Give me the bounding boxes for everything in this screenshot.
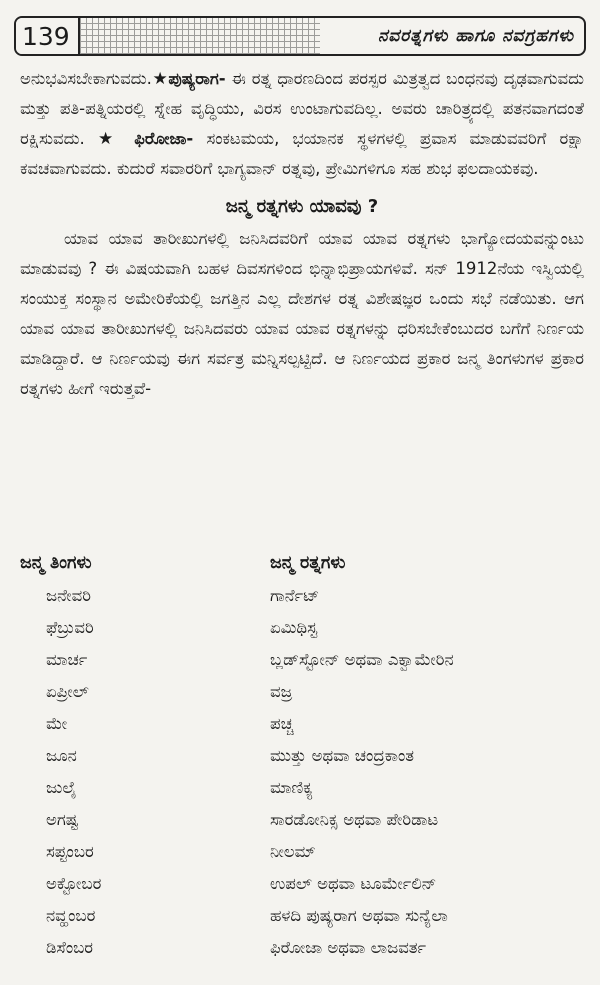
- month-cell: ಜುಲೈ: [46, 778, 77, 797]
- table-row: [20, 772, 584, 804]
- header-decorative-grid: [80, 18, 320, 54]
- pushyaraga-term: ಪುಷ್ಯರಾಗ-: [168, 69, 226, 88]
- month-cell: ಮಾರ್ಚ: [46, 650, 88, 669]
- phiroja-term: ಫಿರೋಜಾ-: [134, 129, 194, 148]
- month-cell: ಸಪ್ಟಂಬರ: [46, 842, 94, 861]
- table-row: [20, 676, 584, 708]
- stone-cell: ನೀಲಮ್: [270, 842, 316, 861]
- table-row: [20, 900, 584, 932]
- star-icon: ★: [151, 69, 169, 89]
- body-text: [20, 64, 584, 404]
- table-row: [20, 612, 584, 644]
- month-cell: ಡಿಸೆಂಬರ: [46, 938, 94, 957]
- table-row: [20, 868, 584, 900]
- table-row: [20, 708, 584, 740]
- month-cell: ಜೂನ: [46, 746, 77, 765]
- stone-cell: ಉಪಲ್ ಅಥವಾ ಟೂರ್ಮೇಲಿನ್: [270, 874, 437, 893]
- table-row: [20, 804, 584, 836]
- stone-cell: ಫಿರೋಜಾ ಅಥವಾ ಲಾಜವರ್ತ: [270, 938, 427, 957]
- page-header: [14, 16, 586, 56]
- stone-cell: ಬ್ಲಡ್‌ಸ್ಟೋನ್ ಅಥವಾ ಎಕ್ವಾಮೇರಿನ: [270, 650, 454, 669]
- month-cell: ಏಪ್ರೀಲ್: [46, 682, 89, 701]
- month-cell: ಮೇ: [46, 714, 68, 733]
- intro-lead: ಅನುಭವಿಸಬೇಕಾಗುವದು.: [20, 69, 152, 88]
- column-header-stone: ಜನ್ಮ ರತ್ನಗಳು: [270, 553, 346, 573]
- pushyaraga-text: ಈ ರತ್ನ ಧಾರಣದಿಂದ ಪರಸ್ಪರ ಮಿತ್ರತ್ವದ ಬಂಧನವು ದೃಢವಾಗುವದು ಮತ್ತು ಪತಿ-ಪತ್ನಿಯರಲ್ಲಿ ಸ್ನೇಹ ವೃದ್ಧಿಯು, ವಿರಸ ಉಂಟಾಗುವದಿಲ್ಲ. ಅವರು ಚಾರಿತ್ರ್ಯದಲ್ಲಿ ಪತನವಾಗದಂತೆ ರಕ್ಷಿಸುವದು.: [20, 69, 584, 148]
- month-cell: ಫೆಬ್ರುವರಿ: [46, 618, 94, 637]
- phiroja-text: ಸಂಕಟಮಯ, ಭಯಾನಕ ಸ್ಥಳಗಳಲ್ಲಿ ಪ್ರವಾಸ ಮಾಡುವವರಿಗೆ ರಕ್ಷಾ ಕವಚವಾಗುವದು. ಕುದುರೆ ಸವಾರರಿಗೆ ಭಾಗ್ಯವಾನ್ ರತ್ನವು, ಪ್ರೇಮಿಗಳಿಗೂ ಸಹ ಶುಭ ಫಲದಾಯಕವು.: [20, 129, 584, 178]
- stone-cell: ಏಮಿಥಿಸ್ಟ: [270, 618, 318, 637]
- table-row: [20, 932, 584, 964]
- stone-cell: ಮುತ್ತು ಅಥವಾ ಚಂದ್ರಕಾಂತ: [270, 746, 415, 765]
- table-row: [20, 836, 584, 868]
- stone-cell: ಮಾಣಿಕ್ಯ: [270, 778, 313, 797]
- stone-cell: ವಜ್ರ: [270, 682, 293, 701]
- stone-cell: ಪಚ್ಚ: [270, 714, 294, 733]
- column-header-month: ಜನ್ಮ ತಿಂಗಳು: [20, 553, 92, 573]
- table-row: [20, 580, 584, 612]
- table-row: [20, 644, 584, 676]
- intro-paragraph: [20, 64, 584, 184]
- stone-cell: ಗಾರ್ನೆಟ್: [270, 586, 320, 605]
- table-row: [20, 740, 584, 772]
- month-cell: ಅಕ್ಟೋಬರ: [46, 874, 102, 893]
- section-paragraph: ಯಾವ ಯಾವ ತಾರೀಖುಗಳಲ್ಲಿ ಜನಿಸಿದವರಿಗೆ ಯಾವ ಯಾವ ರತ್ನಗಳು ಭಾಗ್ಯೋದಯವನ್ನುಂಟು ಮಾಡುವವು ? ಈ ವಿಷಯವಾಗಿ ಬಹಳ ದಿವಸಗಳಿಂದ ಭಿನ್ನಾಭಿಪ್ರಾಯಗಳಿವೆ. ಸನ್ 1912ನೆಯ ಇಸ್ವಿಯಲ್ಲಿ ಸಂಯುಕ್ತ ಸಂಸ್ಥಾನ ಅಮೇರಿಕೆಯಲ್ಲಿ ಜಗತ್ತಿನ ಎಲ್ಲ ದೇಶಗಳ ರತ್ನ ವಿಶೇಷಜ್ಞರ ಒಂದು ಸಭೆ ನಡೆಯಿತು. ಆಗ ಯಾವ ಯಾವ ತಾರೀಖುಗಳಲ್ಲಿ ಜನಿಸಿದವರು ಯಾವ ಯಾವ ರತ್ನಗಳನ್ನು ಧರಿಸಬೇಕೆಂಬುದರ ಬಗೆಗೆ ನಿರ್ಣಯ ಮಾಡಿದ್ದಾರೆ. ಆ ನಿರ್ಣಯವು ಈಗ ಸರ್ವತ್ರ ಮನ್ನಿಸಲ್ಪಟ್ಟಿದೆ. ಆ ನಿರ್ಣಯದ ಪ್ರಕಾರ ಜನ್ಮ ತಿಂಗಳುಗಳ ಪ್ರಕಾರ ರತ್ನಗಳು ಹೀಗೆ ಇರುತ್ತವೆ-: [20, 229, 584, 398]
- section-heading: ಜನ್ಮ ರತ್ನಗಳು ಯಾವವು ?: [225, 196, 379, 217]
- star-icon: ★: [97, 129, 122, 149]
- table-header: [20, 546, 584, 580]
- stone-cell: ಹಳದಿ ಪುಷ್ಯರಾಗ ಅಥವಾ ಸುನ್ಯೆಲಾ: [270, 906, 448, 925]
- month-cell: ಅಗಷ್ಟ: [46, 810, 79, 829]
- birthstone-table: [20, 546, 584, 964]
- page-number: 139: [16, 18, 80, 54]
- stone-cell: ಸಾರಡೋನಿಕ್ಸ ಅಥವಾ ಪೇರಿಡಾಟ: [270, 810, 439, 829]
- running-title: ನವರತ್ನಗಳು ಹಾಗೂ ನವಗ್ರಹಗಳು: [377, 26, 574, 46]
- month-cell: ಜನೇವರಿ: [46, 586, 91, 605]
- month-cell: ನವ್ಹಂಬರ: [46, 906, 96, 925]
